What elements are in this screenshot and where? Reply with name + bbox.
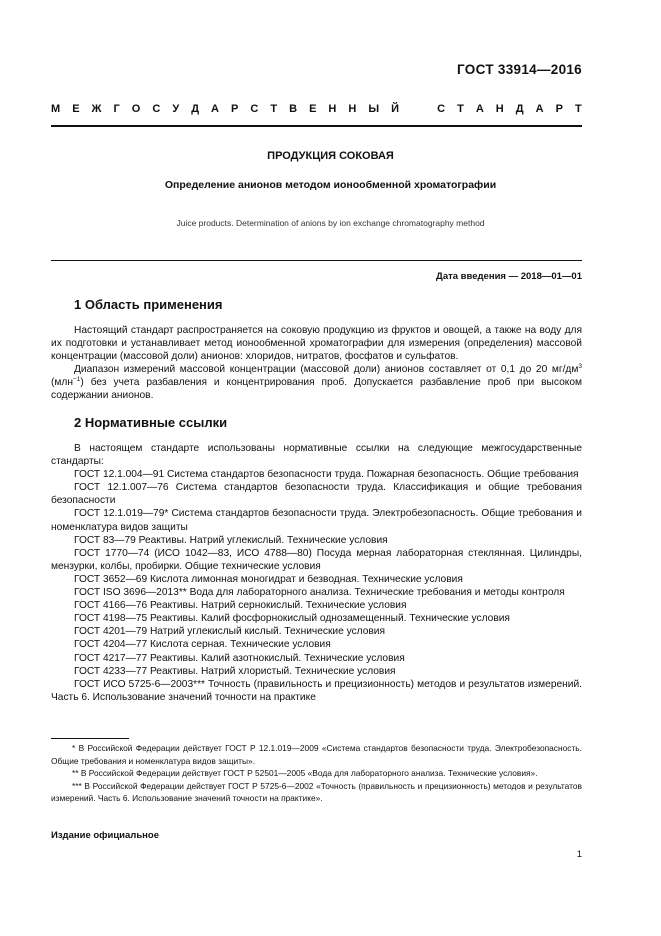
banner-letter: А [475,103,484,115]
banner-letter: Е [72,103,80,115]
range-text-c: ) без учета разбавления и концентрирования проб. Допускается разбавление проб при высоком содержании анионов. [51,377,582,402]
section-1-paragraph-range [51,363,582,402]
footnotes [51,742,582,805]
section-2-intro: В настоящем стандарте использованы нормативные ссылки на следующие межгосударственные стандарты: [51,443,582,468]
footnote-item: * В Российской Федерации действует ГОСТ Р 12.1.019—2009 «Система стандартов безопасности труда. Электробезопасность. Общие требования и номенклатура видов защиты». [51,743,582,766]
banner-letter: В [289,103,298,115]
banner-letter: Р [231,103,239,115]
banner-letter: Й [391,103,400,115]
range-text-a: Диапазон измерений массовой концентрации (массовой доли) анионов составляет от 0,1 до 20 мг/дм [74,364,579,376]
reference-item: ГОСТ 12.1.019—79* Система стандартов безопасности труда. Электробезопасность. Общие требования и номенклатура видов защиты [51,508,582,533]
section-1-body [51,324,582,403]
banner-letter: О [131,103,141,115]
english-title: Juice products. Determination of anions by ion exchange chromatography method [176,218,485,228]
reference-item: ГОСТ 12.1.004—91 Система стандартов безопасности труда. Пожарная безопасность. Общие требования [74,469,579,481]
banner-letter: Н [328,103,337,115]
reference-item: ГОСТ 4204—77 Кислота серная. Технические условия [74,639,331,651]
section-1-heading: 1 Область применения [74,297,223,312]
interstate-standard-banner [51,103,582,115]
official-edition-label: Издание официальное [51,830,159,841]
document-subtitle: Определение анионов методом ионообменной хроматографии [164,179,497,191]
reference-item: ГОСТ 4201—79 Натрий углекислый кислый. Технические условия [74,626,386,638]
reference-item: ГОСТ 3652—69 Кислота лимонная моногидрат и безводная. Технические условия [74,573,463,585]
footnote-item: *** В Российской Федерации действует ГОСТ Р 5725-6—2002 «Точность (правильность и прецизионность) методов и результатов измерений. Часть 6. Использование значений точности на практике». [51,780,582,803]
reference-item: ГОСТ ISO 3696—2013** Вода для лабораторного анализа. Технические требования и методы контроля [74,587,565,599]
section-1-paragraph: Настоящий стандарт распространяется на соковую продукцию из фруктов и овощей, а также на воду для их подготовки и устанавливает метод ионообменной хроматографии для измерения (определения) массовой концентрации (массовой доли) анионов: хлоридов, нитратов, фосфатов и сульфатов. [51,325,582,363]
banner-letter: Т [270,103,278,115]
banner-letter: М [51,103,61,115]
superscript: 3 [578,363,582,371]
reference-item: ГОСТ 4217—77 Реактивы. Калий азотнокислый. Технические условия [74,652,405,664]
banner-letter: С [152,103,161,115]
footnote-rule [51,738,129,739]
footnote-item: ** В Российской Федерации действует ГОСТ Р 52501—2005 «Вода для лабораторного анализа. Технические условия». [72,768,538,778]
banner-letter: У [172,103,180,115]
header-rule [51,125,582,127]
banner-letter: Д [515,103,524,115]
title-rule [51,260,582,261]
banner-letter: Н [495,103,504,115]
banner-letter: Д [191,103,200,115]
banner-letter: Т [574,103,582,115]
banner-letter: Т [457,103,464,115]
banner-letter: Е [309,103,317,115]
page-number: 1 [576,849,582,860]
reference-item: ГОСТ 4166—76 Реактивы. Натрий сернокислый. Технические условия [74,600,407,612]
banner-letter: Ы [368,103,380,115]
banner-letter: Р [555,103,563,115]
banner-letter: С [250,103,259,115]
banner-letter: Г [113,103,120,115]
reference-list [51,468,582,704]
superscript: −1 [72,376,81,384]
introduction-date: Дата введения — 2018—01—01 [436,271,582,282]
reference-item: ГОСТ 83—79 Реактивы. Натрий углекислый. Технические условия [74,534,388,546]
banner-letter: Н [348,103,357,115]
banner-letter: С [437,103,446,115]
section-2-heading: 2 Нормативные ссылки [74,415,228,430]
reference-item: ГОСТ 1770—74 (ИСО 1042—83, ИСО 4788—80) Посуда мерная лабораторная стеклянная. Цилиндры, мензурки, колбы, пробирки. Общие технические условия [51,547,582,572]
document-code: ГОСТ 33914—2016 [457,62,582,77]
banner-letter: Ж [91,103,102,115]
section-2-body [51,442,582,704]
banner-letter: А [535,103,544,115]
reference-item: ГОСТ 4198—75 Реактивы. Калий фосфорнокислый однозамещенный. Технические условия [74,613,510,625]
reference-item: ГОСТ 4233—77 Реактивы. Натрий хлористый. Технические условия [74,665,396,677]
reference-item: ГОСТ 12.1.007—76 Система стандартов безопасности труда. Классификация и общие требования безопасности [51,482,582,507]
reference-item: ГОСТ ИСО 5725-6—2003*** Точность (правильность и прецизионность) методов и результатов измерений. Часть 6. Использование значений точности на практике [51,678,582,703]
banner-gap [411,103,425,115]
range-text-b: (млн [51,377,73,389]
document-title: ПРОДУКЦИЯ СОКОВАЯ [267,150,394,162]
banner-letter: А [211,103,219,115]
